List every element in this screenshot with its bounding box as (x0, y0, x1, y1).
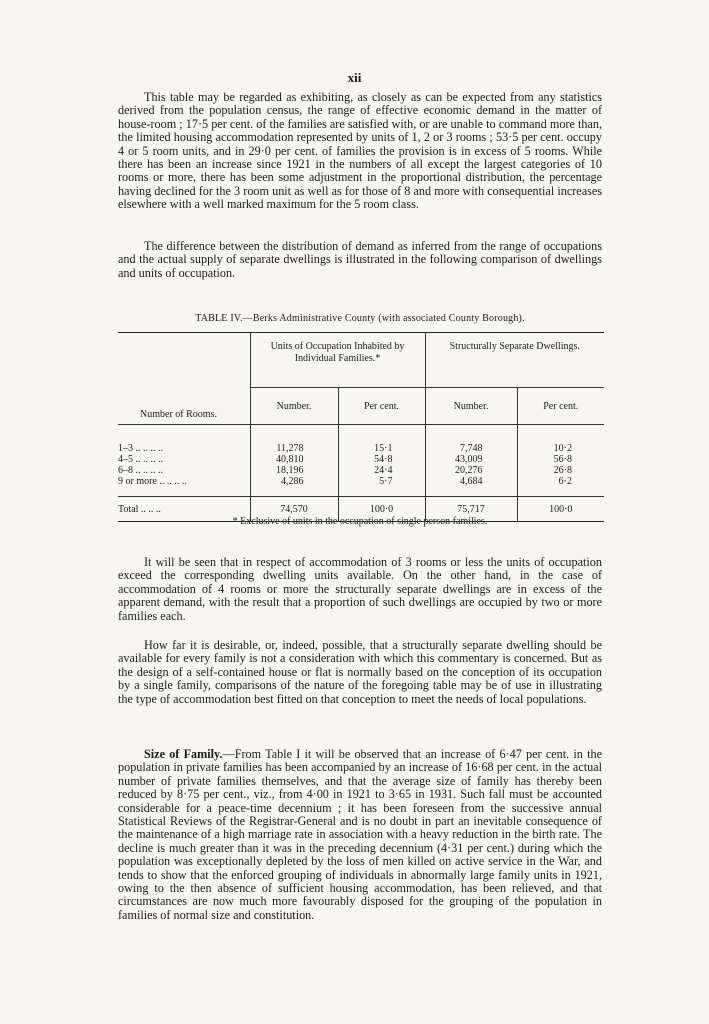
table-cell: 10·2 (553, 443, 572, 454)
total-label: Total .. .. .. (118, 497, 250, 522)
table-cell: 11,278 (276, 443, 304, 454)
table-body-row (118, 425, 604, 497)
header-separate-dwellings: Structurally Separate Dwellings. (425, 333, 604, 388)
rooms-comparison-table (118, 332, 604, 522)
table-cell: 15·1 (374, 443, 393, 454)
total-dwellings-number: 75,717 (425, 497, 517, 522)
table-cell: 20,276 (455, 465, 483, 476)
table-cell: 26·8 (553, 465, 572, 476)
table-footnote: * Exclusive of units in the occupation of single person families. (232, 516, 488, 527)
total-units-percent: 100·0 (338, 497, 425, 522)
total-units-number: 74,570 (250, 497, 338, 522)
table-cell: 4,684 (460, 476, 483, 487)
header-units-of-occupation: Units of Occupation Inhabited by Individual Families.* (250, 333, 425, 388)
header-dwellings-number: Number. (425, 388, 517, 425)
header-number-of-rooms: Number of Rooms. (118, 333, 250, 425)
table-cell: 56·8 (553, 454, 572, 465)
total-dwellings-percent: 100·0 (517, 497, 604, 522)
table-cell: 7,748 (460, 443, 483, 454)
dwellings-number-column (425, 425, 517, 497)
row-label: 4–5 .. .. .. .. (118, 454, 163, 465)
table-cell: 18,196 (276, 465, 304, 476)
row-label: 1–3 .. .. .. .. (118, 443, 163, 454)
size-of-family-text: —From Table I it will be observed that an increase of 6·47 per cent. in the population in private families has been accompanied by an increase of 16·68 per cent. in the actual number of private families themselves, and that the average size of family has thereby been reduced by 8·75 per cent., viz., from 4·00 in 1921 to 3·65 in 1931. Such fall must be accounted considerable for a peace-time decennium ; it has been foreseen from the successive annual Statistical Reviews of the Registrar-General and is no doubt in part an inevitable consequence of the maintenance of a high marriage rate in association with a heavy reduction in the birth rate. The decline is much greater than it was in the preceding decennium (4·31 per cent.) during which the population was exceptionally depleted by the loss of men killed on active service in the War, and tends to show that the enforced grouping of individuals in abnormally large family units in 1921, owing to the then absence of sufficient housing accommodation, has been relieved, and that circumstances are now much more favourably disposed for the grouping of the population in families of normal size and constitution. (118, 747, 602, 922)
table-cell: 43,009 (455, 454, 483, 465)
paragraph-distribution-comparison: The difference between the distribution of demand as inferred from the range of occupations and the actual supply of separate dwellings is illustrated in the following comparison of dwellings and units of occupation. (118, 239, 602, 280)
row-label: 9 or more .. .. .. .. (118, 476, 187, 487)
units-percent-column (338, 425, 425, 497)
table-cell: 6·2 (558, 476, 572, 487)
paragraph-size-of-family (118, 748, 602, 922)
size-of-family-heading: Size of Family. (144, 747, 223, 761)
paragraph-units-vs-dwellings: It will be seen that in respect of accommodation of 3 rooms or less the units of occupation exceed the corresponding dwelling units available. On the other hand, in the case of accommodation of 4 rooms or more the structurally separate dwellings are in excess of the apparent demand, with the result that a proportion of such dwellings are occupied by two or more families each. (118, 555, 602, 623)
row-label: 6–8 .. .. .. .. (118, 465, 163, 476)
table-cell: 54·8 (374, 454, 393, 465)
dwellings-percent-column (517, 425, 604, 497)
paragraph-separate-dwelling: How far it is desirable, or, indeed, possible, that a structurally separate dwelling should be available for every family is not a consideration with which this commentary is concerned. But as the design of a self-contained house or flat is normally based on the conception of its occupation by a single family, comparisons of the nature of the foregoing table may be of use in illustrating the type of accommodation best fitted on that conception to meet the needs of local populations. (118, 638, 602, 706)
table-caption: TABLE IV.—Berks Administrative County (with associated County Borough). (195, 313, 525, 324)
table-cell: 5·7 (379, 476, 393, 487)
header-units-number: Number. (250, 388, 338, 425)
paragraph-house-room-demand: This table may be regarded as exhibiting, as closely as can be expected from any statistics derived from the population census, the range of effective economic demand in the matter of house-room ; 17·5 per cent. of the families are satisfied with, or are unable to command more than, the limited housing accommodation represented by units of 1, 2 or 3 rooms ; 53·5 per cent. occupy 4 or 5 room units, and in 29·0 per cent. of families the provision is in excess of 5 rooms. While there has been an increase since 1921 in the numbers of all except the largest categories of 10 rooms or more, there has been some adjustment in the proportional distribution, the percentage having declined for the 3 room unit as well as for those of 8 and more with consequential increases elsewhere with a well marked maximum for the 5 room class. (118, 90, 602, 212)
table-cell: 40,810 (276, 454, 304, 465)
header-dwellings-percent: Per cent. (517, 388, 604, 425)
table-cell: 4,286 (281, 476, 304, 487)
table-cell: 24·4 (374, 465, 393, 476)
page-number: xii (347, 70, 362, 85)
room-class-labels (118, 425, 250, 497)
units-number-column (250, 425, 338, 497)
header-units-percent: Per cent. (338, 388, 425, 425)
